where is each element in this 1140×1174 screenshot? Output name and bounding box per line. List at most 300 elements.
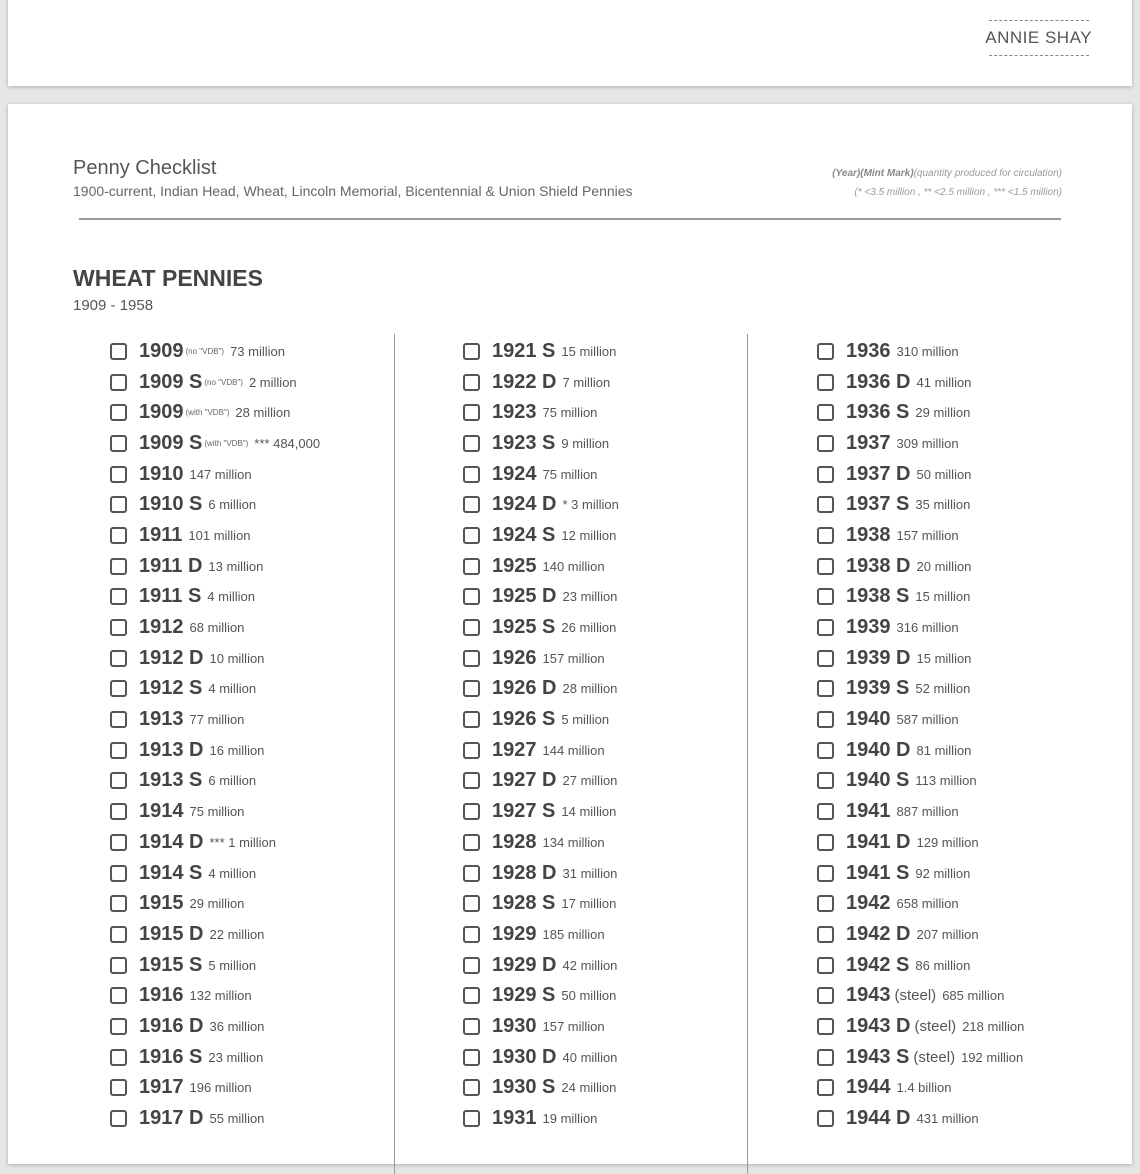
coin-year: 1913 D xyxy=(139,738,204,761)
checkbox[interactable] xyxy=(110,1049,127,1066)
coin-year: 1909 xyxy=(139,339,184,362)
checklist-item[interactable] xyxy=(463,919,619,950)
checkbox[interactable] xyxy=(463,1110,480,1127)
checklist-item[interactable] xyxy=(817,796,1024,827)
coin-year: 1942 S xyxy=(846,953,910,976)
checklist-item[interactable] xyxy=(817,551,1024,582)
coin-year: 1915 S xyxy=(139,953,203,976)
checkbox[interactable] xyxy=(817,957,834,974)
metal-note: (steel) xyxy=(894,987,937,1005)
checkbox[interactable] xyxy=(817,834,834,851)
checkbox[interactable] xyxy=(463,558,480,575)
checkbox[interactable] xyxy=(463,404,480,421)
coin-year: 1916 S xyxy=(139,1045,203,1068)
coin-year: 1941 D xyxy=(846,830,911,853)
checkbox[interactable] xyxy=(463,772,480,789)
coin-year: 1929 xyxy=(492,922,537,945)
coin-year: 1909 S xyxy=(139,431,203,454)
checklist-item[interactable] xyxy=(817,766,1024,797)
checklist-item[interactable] xyxy=(817,704,1024,735)
checklist-item[interactable] xyxy=(463,674,619,705)
checklist-item[interactable] xyxy=(817,919,1024,950)
checkbox[interactable] xyxy=(463,466,480,483)
mintage-quantity: 157 million xyxy=(542,1018,605,1034)
mintage-quantity: 17 million xyxy=(561,896,617,912)
coin-year: 1923 S xyxy=(492,431,556,454)
mintage-quantity: *** 484,000 xyxy=(254,435,321,451)
checklist-item[interactable] xyxy=(463,520,619,551)
coin-year: 1937 xyxy=(846,431,891,454)
coin-year: 1928 xyxy=(492,830,537,853)
checklist-item[interactable] xyxy=(817,459,1024,490)
checkbox[interactable] xyxy=(463,1049,480,1066)
mintage-quantity: 185 million xyxy=(542,926,605,942)
coin-year: 1926 S xyxy=(492,708,556,731)
mintage-quantity: 35 million xyxy=(915,497,971,513)
checklist-item[interactable] xyxy=(463,551,619,582)
mintage-quantity: 19 million xyxy=(542,1111,598,1127)
coin-year: 1938 S xyxy=(846,585,910,608)
metal-note: (steel) xyxy=(914,1017,957,1035)
checkbox[interactable] xyxy=(817,895,834,912)
coin-year: 1937 S xyxy=(846,493,910,516)
checklist-item[interactable] xyxy=(817,428,1024,459)
checkbox[interactable] xyxy=(463,834,480,851)
mintage-quantity: 12 million xyxy=(561,527,617,543)
mintage-quantity: 132 million xyxy=(189,988,252,1004)
checkbox[interactable] xyxy=(817,1049,834,1066)
legend-format-rest: (quantity produced for circulation) xyxy=(913,168,1062,179)
checklist-item[interactable] xyxy=(817,950,1024,981)
mintage-quantity: 310 million xyxy=(896,343,959,359)
coin-year: 1917 xyxy=(139,1076,184,1099)
mintage-quantity: *** 1 million xyxy=(209,834,276,850)
coin-year: 1925 D xyxy=(492,585,557,608)
coin-year: 1915 xyxy=(139,892,184,915)
mintage-quantity: 28 million xyxy=(235,405,291,421)
mintage-quantity: 147 million xyxy=(189,466,252,482)
coin-year: 1943 S xyxy=(846,1045,910,1068)
checkbox[interactable] xyxy=(463,742,480,759)
checklist-item[interactable] xyxy=(463,735,619,766)
mintage-quantity: 140 million xyxy=(542,558,605,574)
checkbox[interactable] xyxy=(110,987,127,1004)
checkbox[interactable] xyxy=(463,680,480,697)
coin-year: 1927 S xyxy=(492,800,556,823)
coin-year: 1927 D xyxy=(492,769,557,792)
checklist-item[interactable] xyxy=(463,950,619,981)
mintage-quantity: 75 million xyxy=(189,804,245,820)
checklist-item[interactable] xyxy=(110,858,320,889)
mintage-quantity: 15 million xyxy=(916,650,972,666)
mintage-quantity: 36 million xyxy=(209,1018,265,1034)
checklist-item[interactable] xyxy=(110,1073,320,1104)
checklist-item[interactable] xyxy=(110,428,320,459)
coin-year: 1938 D xyxy=(846,554,911,577)
checklist-item[interactable] xyxy=(463,858,619,889)
checkbox[interactable] xyxy=(110,527,127,544)
checkbox[interactable] xyxy=(463,926,480,943)
checkbox[interactable] xyxy=(110,680,127,697)
mintage-quantity: 6 million xyxy=(208,773,257,789)
mintage-quantity: 75 million xyxy=(542,405,598,421)
checklist-item[interactable] xyxy=(110,489,320,520)
mintage-quantity: 218 million xyxy=(962,1018,1025,1034)
checkbox[interactable] xyxy=(817,466,834,483)
checklist-item[interactable] xyxy=(817,888,1024,919)
checkbox[interactable] xyxy=(817,865,834,882)
vdb-note: (with "VDB") xyxy=(185,408,230,418)
coin-year: 1913 xyxy=(139,708,184,731)
coin-year: 1937 D xyxy=(846,462,911,485)
coin-year: 1939 S xyxy=(846,677,910,700)
coin-year: 1930 xyxy=(492,1014,537,1037)
mintage-quantity: 4 million xyxy=(208,681,257,697)
checkbox[interactable] xyxy=(463,343,480,360)
coin-year: 1911 D xyxy=(139,554,203,577)
checklist-item[interactable] xyxy=(817,1011,1024,1042)
checklist-item[interactable] xyxy=(463,397,619,428)
checklist-item[interactable] xyxy=(110,551,320,582)
mintage-quantity: 22 million xyxy=(209,926,265,942)
checklist-item[interactable] xyxy=(817,674,1024,705)
mintage-quantity: 92 million xyxy=(915,865,971,881)
mintage-quantity: 40 million xyxy=(562,1049,618,1065)
coin-year: 1936 D xyxy=(846,370,911,393)
mintage-quantity: 113 million xyxy=(915,773,977,789)
checklist-item[interactable] xyxy=(463,827,619,858)
checkbox[interactable] xyxy=(110,803,127,820)
coin-year: 1939 D xyxy=(846,646,911,669)
checklist-item[interactable] xyxy=(463,336,619,367)
mintage-quantity: 658 million xyxy=(896,896,959,912)
checklist-item[interactable] xyxy=(817,735,1024,766)
checklist-item[interactable] xyxy=(110,980,320,1011)
checklist-column-2 xyxy=(463,336,619,1134)
checklist-page xyxy=(8,104,1132,1164)
checklist-item[interactable] xyxy=(110,827,320,858)
checklist-item[interactable] xyxy=(463,704,619,735)
checkbox[interactable] xyxy=(463,957,480,974)
column-divider xyxy=(394,334,395,1174)
legend-format-bold: (Year)(Mint Mark) xyxy=(832,168,914,179)
checkbox[interactable] xyxy=(463,435,480,452)
checkbox[interactable] xyxy=(110,865,127,882)
mintage-quantity: 207 million xyxy=(916,926,979,942)
checkbox[interactable] xyxy=(817,1018,834,1035)
checkbox[interactable] xyxy=(817,558,834,575)
coin-year: 1929 D xyxy=(492,953,557,976)
mintage-quantity: 50 million xyxy=(561,988,617,1004)
checkbox[interactable] xyxy=(110,404,127,421)
checklist-column-3 xyxy=(817,336,1024,1134)
checklist-item[interactable] xyxy=(463,489,619,520)
checkbox[interactable] xyxy=(817,619,834,636)
mintage-quantity: 887 million xyxy=(896,804,959,820)
checkbox[interactable] xyxy=(817,742,834,759)
checklist-item[interactable] xyxy=(463,796,619,827)
checkbox[interactable] xyxy=(110,466,127,483)
checklist-item[interactable] xyxy=(817,858,1024,889)
mintage-quantity: 29 million xyxy=(189,896,245,912)
checkbox[interactable] xyxy=(110,588,127,605)
checkbox[interactable] xyxy=(463,865,480,882)
brand-logo xyxy=(983,20,1094,56)
checklist-item[interactable] xyxy=(817,367,1024,398)
checklist-item[interactable] xyxy=(463,582,619,613)
checkbox[interactable] xyxy=(110,374,127,391)
checklist-item[interactable] xyxy=(110,674,320,705)
checkbox[interactable] xyxy=(110,772,127,789)
checklist-item[interactable] xyxy=(110,1011,320,1042)
checkbox[interactable] xyxy=(463,650,480,667)
checkbox[interactable] xyxy=(463,895,480,912)
mintage-quantity: 23 million xyxy=(562,589,618,605)
coin-year: 1943 D xyxy=(846,1014,911,1037)
mintage-quantity: 157 million xyxy=(542,650,605,666)
coin-year: 1944 xyxy=(846,1076,891,1099)
checkbox[interactable] xyxy=(817,527,834,544)
checklist-item[interactable] xyxy=(110,612,320,643)
checkbox[interactable] xyxy=(110,895,127,912)
checkbox[interactable] xyxy=(463,496,480,513)
checklist-item[interactable] xyxy=(463,367,619,398)
checklist-item[interactable] xyxy=(817,489,1024,520)
checklist-item[interactable] xyxy=(110,643,320,674)
mintage-quantity: 157 million xyxy=(896,527,959,543)
checklist-item[interactable] xyxy=(110,1103,320,1134)
coin-year: 1941 xyxy=(846,800,891,823)
checklist-item[interactable] xyxy=(463,428,619,459)
section-title: WHEAT PENNIES xyxy=(73,265,263,291)
mintage-quantity: 15 million xyxy=(561,343,617,359)
coin-year: 1942 xyxy=(846,892,891,915)
coin-year: 1912 S xyxy=(139,677,203,700)
mintage-quantity: 5 million xyxy=(561,712,610,728)
checkbox[interactable] xyxy=(463,527,480,544)
checkbox[interactable] xyxy=(110,834,127,851)
mintage-quantity: 1.4 billion xyxy=(896,1080,952,1096)
coin-year: 1927 xyxy=(492,738,537,761)
coin-year: 1943 xyxy=(846,984,891,1007)
checklist-item[interactable] xyxy=(110,582,320,613)
coin-year: 1942 D xyxy=(846,922,911,945)
checkbox[interactable] xyxy=(463,803,480,820)
coin-year: 1913 S xyxy=(139,769,203,792)
checkbox[interactable] xyxy=(817,650,834,667)
checkbox[interactable] xyxy=(110,496,127,513)
mintage-quantity: 52 million xyxy=(915,681,971,697)
mintage-quantity: 196 million xyxy=(189,1080,252,1096)
coin-year: 1928 D xyxy=(492,861,557,884)
coin-year: 1931 xyxy=(492,1107,537,1130)
checkbox[interactable] xyxy=(817,435,834,452)
checklist-item[interactable] xyxy=(817,1042,1024,1073)
format-legend xyxy=(832,164,1062,202)
mintage-quantity: 129 million xyxy=(916,834,979,850)
coin-year: 1926 xyxy=(492,646,537,669)
checkbox[interactable] xyxy=(110,1110,127,1127)
checklist-item[interactable] xyxy=(463,980,619,1011)
checkbox[interactable] xyxy=(817,711,834,728)
mintage-quantity: 309 million xyxy=(896,435,959,451)
checkbox[interactable] xyxy=(110,343,127,360)
coin-year: 1930 S xyxy=(492,1076,556,1099)
checklist-item[interactable] xyxy=(110,336,320,367)
checklist-item[interactable] xyxy=(463,766,619,797)
checklist-item[interactable] xyxy=(463,1073,619,1104)
mintage-quantity: 192 million xyxy=(961,1049,1024,1065)
checkbox[interactable] xyxy=(463,374,480,391)
mintage-quantity: 28 million xyxy=(562,681,618,697)
checklist-item[interactable] xyxy=(110,704,320,735)
checklist-item[interactable] xyxy=(463,643,619,674)
checkbox[interactable] xyxy=(817,496,834,513)
checklist-item[interactable] xyxy=(817,397,1024,428)
mintage-quantity: 86 million xyxy=(915,957,971,973)
checklist-item[interactable] xyxy=(463,1103,619,1134)
checklist-item[interactable] xyxy=(817,1103,1024,1134)
coin-year: 1936 S xyxy=(846,401,910,424)
checklist-item[interactable] xyxy=(110,367,320,398)
mintage-quantity: * 3 million xyxy=(562,497,619,513)
checklist-item[interactable] xyxy=(463,612,619,643)
coin-year: 1944 D xyxy=(846,1107,911,1130)
checklist-item[interactable] xyxy=(110,919,320,950)
checkbox[interactable] xyxy=(463,619,480,636)
checklist-item[interactable] xyxy=(817,1073,1024,1104)
checkbox[interactable] xyxy=(463,711,480,728)
coin-year: 1912 D xyxy=(139,646,204,669)
mintage-quantity: 68 million xyxy=(189,620,245,636)
mintage-quantity: 587 million xyxy=(896,712,959,728)
checklist-item[interactable] xyxy=(463,459,619,490)
checkbox[interactable] xyxy=(817,343,834,360)
coin-year: 1930 D xyxy=(492,1045,557,1068)
checklist-item[interactable] xyxy=(110,796,320,827)
checkbox[interactable] xyxy=(463,987,480,1004)
checklist-item[interactable] xyxy=(110,735,320,766)
checklist-item[interactable] xyxy=(110,520,320,551)
checkbox[interactable] xyxy=(817,1110,834,1127)
checklist-item[interactable] xyxy=(463,1042,619,1073)
checkbox[interactable] xyxy=(110,711,127,728)
checkbox[interactable] xyxy=(110,926,127,943)
checkbox[interactable] xyxy=(817,803,834,820)
checkbox[interactable] xyxy=(463,588,480,605)
coin-year: 1914 xyxy=(139,800,184,823)
mintage-quantity: 316 million xyxy=(896,620,959,636)
mintage-quantity: 134 million xyxy=(542,834,605,850)
mintage-quantity: 4 million xyxy=(207,589,255,605)
checkbox[interactable] xyxy=(817,772,834,789)
checkbox[interactable] xyxy=(110,558,127,575)
checkbox[interactable] xyxy=(110,1018,127,1035)
checkbox[interactable] xyxy=(110,1079,127,1096)
checkbox[interactable] xyxy=(110,435,127,452)
coin-year: 1925 xyxy=(492,554,537,577)
mintage-quantity: 77 million xyxy=(189,712,245,728)
checklist-item[interactable] xyxy=(110,766,320,797)
checklist-item[interactable] xyxy=(110,888,320,919)
mintage-quantity: 50 million xyxy=(916,466,972,482)
checklist-item[interactable] xyxy=(817,643,1024,674)
checkbox[interactable] xyxy=(817,374,834,391)
checklist-item[interactable] xyxy=(817,336,1024,367)
mintage-quantity: 10 million xyxy=(209,650,265,666)
mintage-quantity: 23 million xyxy=(208,1049,264,1065)
checkbox[interactable] xyxy=(110,957,127,974)
checkbox[interactable] xyxy=(817,1079,834,1096)
checkbox[interactable] xyxy=(110,742,127,759)
coin-year: 1926 D xyxy=(492,677,557,700)
coin-year: 1924 S xyxy=(492,523,556,546)
mintage-quantity: 13 million xyxy=(208,558,264,574)
mintage-quantity: 24 million xyxy=(561,1080,617,1096)
checklist-item[interactable] xyxy=(110,1042,320,1073)
mintage-quantity: 7 million xyxy=(562,374,611,390)
checklist-item[interactable] xyxy=(817,582,1024,613)
brand-bottom-rule xyxy=(989,55,1089,56)
checklist-item[interactable] xyxy=(463,888,619,919)
checkbox[interactable] xyxy=(817,926,834,943)
section-year-range: 1909 - 1958 xyxy=(73,297,154,314)
checkbox[interactable] xyxy=(463,1018,480,1035)
checkbox[interactable] xyxy=(463,1079,480,1096)
checkbox[interactable] xyxy=(110,650,127,667)
checkbox[interactable] xyxy=(817,987,834,1004)
coin-year: 1922 D xyxy=(492,370,557,393)
mintage-quantity: 73 million xyxy=(230,343,285,359)
coin-year: 1940 D xyxy=(846,738,911,761)
mintage-quantity: 4 million xyxy=(208,865,257,881)
coin-year: 1916 xyxy=(139,984,184,1007)
mintage-quantity: 20 million xyxy=(916,558,972,574)
checkbox[interactable] xyxy=(110,619,127,636)
coin-year: 1915 D xyxy=(139,922,204,945)
checklist-item[interactable] xyxy=(817,612,1024,643)
mintage-quantity: 14 million xyxy=(561,804,617,820)
coin-year: 1940 xyxy=(846,708,891,731)
checklist-item[interactable] xyxy=(817,520,1024,551)
mintage-quantity: 16 million xyxy=(209,742,265,758)
checkbox[interactable] xyxy=(817,404,834,421)
mintage-quantity: 101 million xyxy=(188,527,251,543)
checklist-item[interactable] xyxy=(110,950,320,981)
mintage-quantity: 685 million xyxy=(942,988,1005,1004)
coin-year: 1921 S xyxy=(492,339,556,362)
coin-year: 1924 xyxy=(492,462,537,485)
mintage-quantity: 9 million xyxy=(561,435,610,451)
coin-year: 1910 xyxy=(139,462,184,485)
document-subtitle: 1900-current, Indian Head, Wheat, Lincoln Memorial, Bicentennial & Union Shield Pennies xyxy=(73,183,633,199)
checklist-item[interactable] xyxy=(110,397,320,428)
checklist-item[interactable] xyxy=(817,980,1024,1011)
checklist-item[interactable] xyxy=(817,827,1024,858)
brand-name: ANNIE SHAY xyxy=(985,28,1092,47)
mintage-quantity: 6 million xyxy=(208,497,257,513)
checklist-item[interactable] xyxy=(463,1011,619,1042)
document-title: Penny Checklist xyxy=(73,157,217,179)
checkbox[interactable] xyxy=(817,588,834,605)
coin-year: 1928 S xyxy=(492,892,556,915)
checkbox[interactable] xyxy=(817,680,834,697)
coin-year: 1910 S xyxy=(139,493,203,516)
checklist-item[interactable] xyxy=(110,459,320,490)
mintage-quantity: 431 million xyxy=(916,1111,979,1127)
mintage-quantity: 42 million xyxy=(562,957,618,973)
mintage-quantity: 144 million xyxy=(542,742,605,758)
